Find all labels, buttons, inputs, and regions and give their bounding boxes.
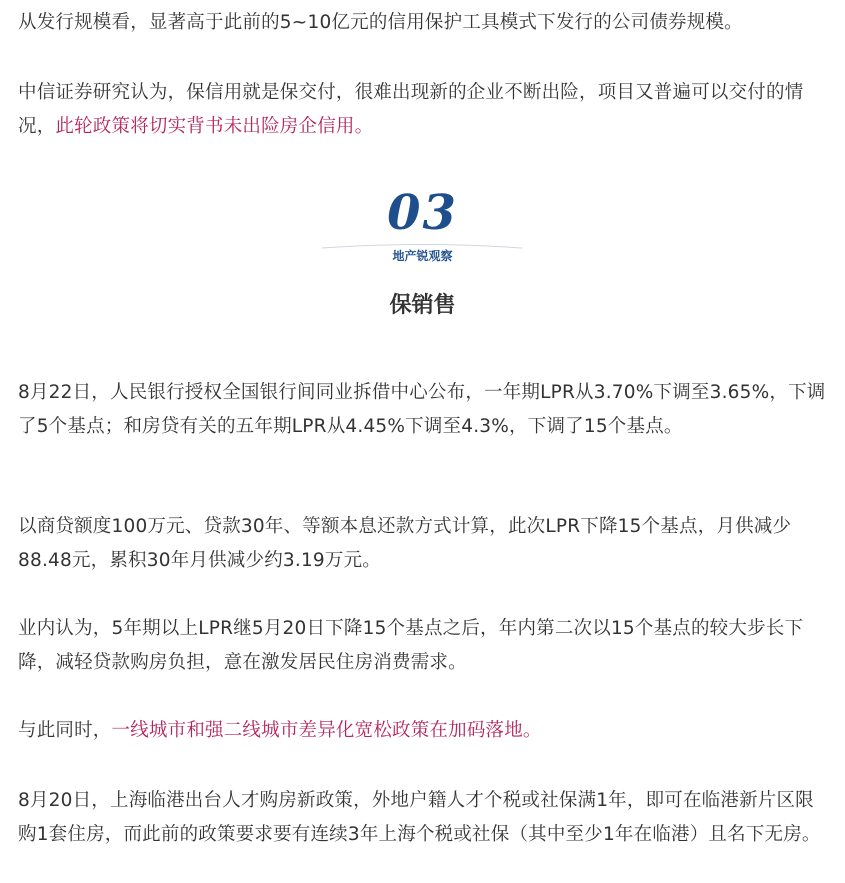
paragraph-bond-scale — [18, 6, 743, 40]
paragraph-mortgage-calc — [18, 510, 828, 578]
section-label: 地产锐观察 — [392, 249, 453, 263]
paragraph-text: 以商贷额度100万元、贷款30年、等额本息还款方式计算，此次LPR下降15个基点，月供减少88.48元，累积30年月供减少约3.19万元。 — [18, 516, 792, 571]
paragraph-text: 从发行规模看，显著高于此前的5~10亿元的信用保护工具模式下发行的公司债券规模。 — [18, 12, 743, 33]
highlighted-text: 此轮政策将切实背书未出险房企信用。 — [55, 116, 374, 137]
section-header — [0, 185, 845, 265]
paragraph-text: 与此同时， — [18, 720, 112, 741]
section-number: 03 — [387, 185, 458, 241]
paragraph-text: 8月20日，上海临港出台人才购房新政策，外地户籍人才个税或社保满1年，即可在临港新片区限购1套住房，而此前的政策要求要有连续3年上海个税或社保（其中至少1年在临港）且名下无房。 — [18, 790, 821, 845]
paragraph-text: 8月22日，人民银行授权全国银行间同业拆借中心公布，一年期LPR从3.70%下调至3.65%，下调了5个基点；和房贷有关的五年期LPR从4.45%下调至4.3%，下调了15个基点。 — [18, 382, 826, 437]
paragraph-text: 中信证券研究认为，保信用就是保交付，很难出现新的企业不断出险，项目又普遍可以交付的情况， — [18, 82, 804, 137]
paragraph-text: 业内认为，5年期以上LPR继5月20日下降15个基点之后，年内第二次以15个基点的较大步长下降，减轻贷款购房负担，意在激发居民住房消费需求。 — [18, 618, 804, 673]
paragraph-city-policy — [18, 714, 542, 748]
paragraph-industry-view — [18, 612, 828, 680]
paragraph-lpr-cut — [18, 376, 828, 444]
highlighted-text: 一线城市和强二线城市差异化宽松政策在加码落地。 — [111, 720, 542, 741]
paragraph-citic-view — [18, 76, 828, 144]
paragraph-lingang-policy — [18, 784, 828, 852]
section-title: 保销售 — [389, 293, 456, 318]
